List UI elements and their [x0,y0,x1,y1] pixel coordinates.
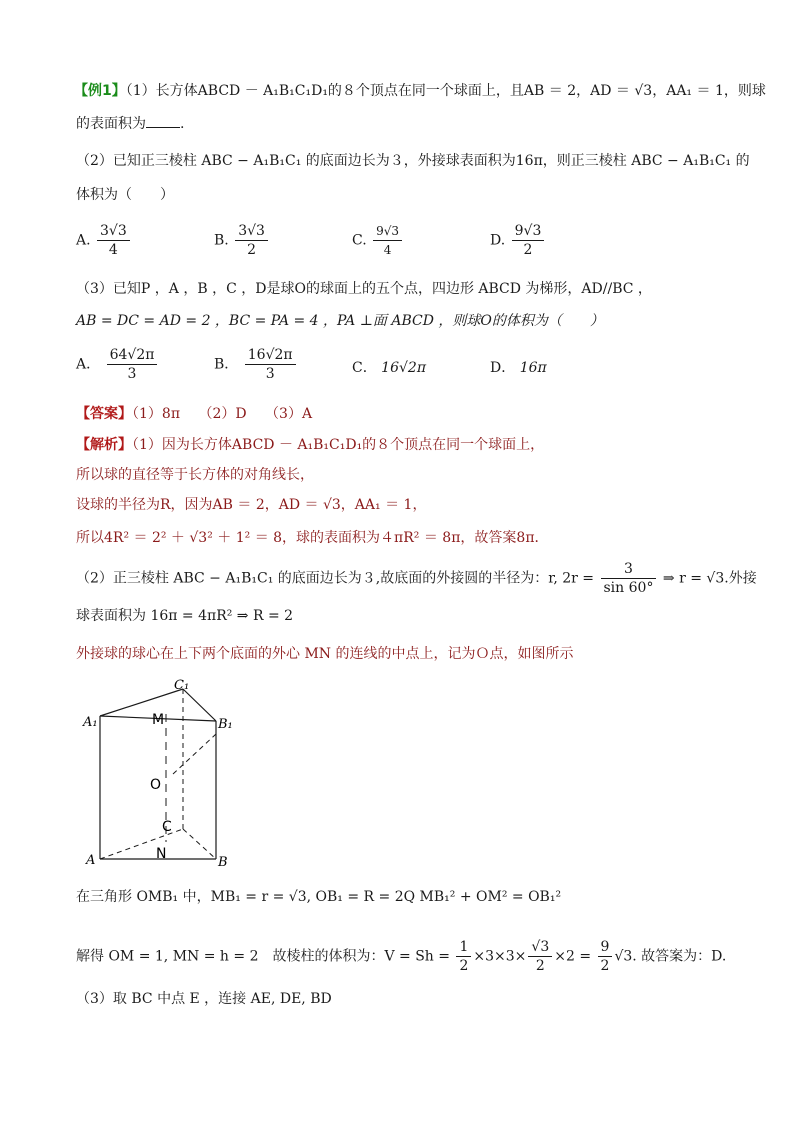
label-b: B [218,855,228,870]
analysis-line6: 球表面积为 16π = 4πR² ⇒ R = 2 [76,608,294,624]
answer-tag: 【答案】 [76,406,132,422]
q2-option-a: A. $\frac{3√3}{4}$ [76,222,132,259]
q3-option-b: B． $\frac{16√2\pi}{3}$ [214,346,298,383]
q3-text: （3）已知P ，A ，B ，C ，D是球O的球面上的五个点，四边形 ABCD 为梯形，AD//BC ， [76,281,652,297]
q2-option-b: B. $\frac{3√3}{2}$ [214,222,270,259]
label-c1: C₁ [174,678,190,693]
analysis-line1: 【解析】（1）因为长方体ABCD － A₁B₁C₁D₁的８个顶点在同一个球面上， [76,437,545,453]
q3-option-c: C． 16√2π [352,360,427,376]
label-b1: B₁ [218,717,233,732]
analysis-tag: 【解析】 [76,437,132,453]
q2-option-c: C. $\frac{9√3}{4}$ [352,222,404,259]
q2-text: （2）已知正三棱柱 ABC − A₁B₁C₁ 的底面边长为３，外接球表面积为16π，则正三棱柱 ABC − A₁B₁C₁ 的 [76,153,750,169]
edge-c1b1 [183,689,216,721]
example-q1-line1 [74,80,766,102]
answer-blank [146,115,180,128]
edge-a1c1 [100,689,183,716]
label-a: A [86,853,96,868]
q3-option-a: A． $\frac{64√2\pi}{3}$ [76,346,159,383]
label-m: M [152,712,165,728]
example-q1-line2 [76,113,184,135]
label-o: O [150,777,162,793]
segment-ob1 [173,734,216,774]
example-q3-line1 [76,278,652,300]
analysis-line9: 解得 OM = 1, MN = h = 2 故棱柱的体积为：V = Sh = $\frac{1}{2}$ ×3×3× $\frac{√3}{2}$ ×2 = $\frac{9}{2}$ √3. 故答案为：D. [76,939,727,974]
q3-option-d: D． 16π [490,360,547,376]
analysis-line4: 所以4R² ＝ 2² ＋ √3² ＋ 1² ＝ 8，球的表面积为４πR² ＝ 8π，故答案8π． [76,530,549,546]
q3-text2: AB = DC = AD = 2 ，BC = PA = 4 ，PA ⊥面 ABCD ，则球O的体积为（ ） [76,313,604,329]
q2-text2: 体积为（ ） [76,187,174,203]
q2-option-d: D. $\frac{9√3}{2}$ [490,222,546,259]
answer-text: （1）8π （2）D （3）A [132,406,313,422]
analysis-line5: （2）正三棱柱 ABC − A₁B₁C₁ 的底面边长为３,故底面的外接圆的半径为：r, 2r = $\frac{3}{\sin 60^\circ}$ ⇒ r = √3.外接 [76,561,757,596]
analysis-line3: 设球的半径为R，因为AB ＝ 2，AD ＝ √3，AA₁ ＝ 1， [76,497,427,513]
label-n: N [156,846,167,862]
example-q2-line2 [76,184,174,206]
prism-figure [80,674,250,874]
label-a1: A₁ [83,715,98,730]
analysis-line2: 所以球的直径等于长方体的对角线长， [76,467,314,483]
analysis-line8: 在三角形 OMB₁ 中，MB₁ = r = √3, OB₁ = R = 2Q MB₁² + OM² = OB₁² [76,889,562,905]
analysis-line10: （3）取 BC 中点 E ，连接 AE, DE, BD [76,991,332,1007]
analysis-line7: 外接球的球心在上下两个底面的外心 MN 的连线的中点上，记为Ｏ点，如图所示 [76,646,574,662]
q1-text: （1）长方体ABCD － A₁B₁C₁D₁的８个顶点在同一个球面上，且AB ＝ 2，AD ＝ √3，AA₁ ＝ 1，则球 [125,83,766,99]
label-c: C [162,819,172,835]
q1-text2: 的表面积为 [76,116,146,132]
example-q3-line2 [76,310,604,332]
example-q2-line1 [76,150,750,172]
answer-line [76,403,312,425]
q1-end: . [180,116,185,132]
edge-cb [183,829,216,859]
example-tag: 【例1】 [74,83,126,99]
